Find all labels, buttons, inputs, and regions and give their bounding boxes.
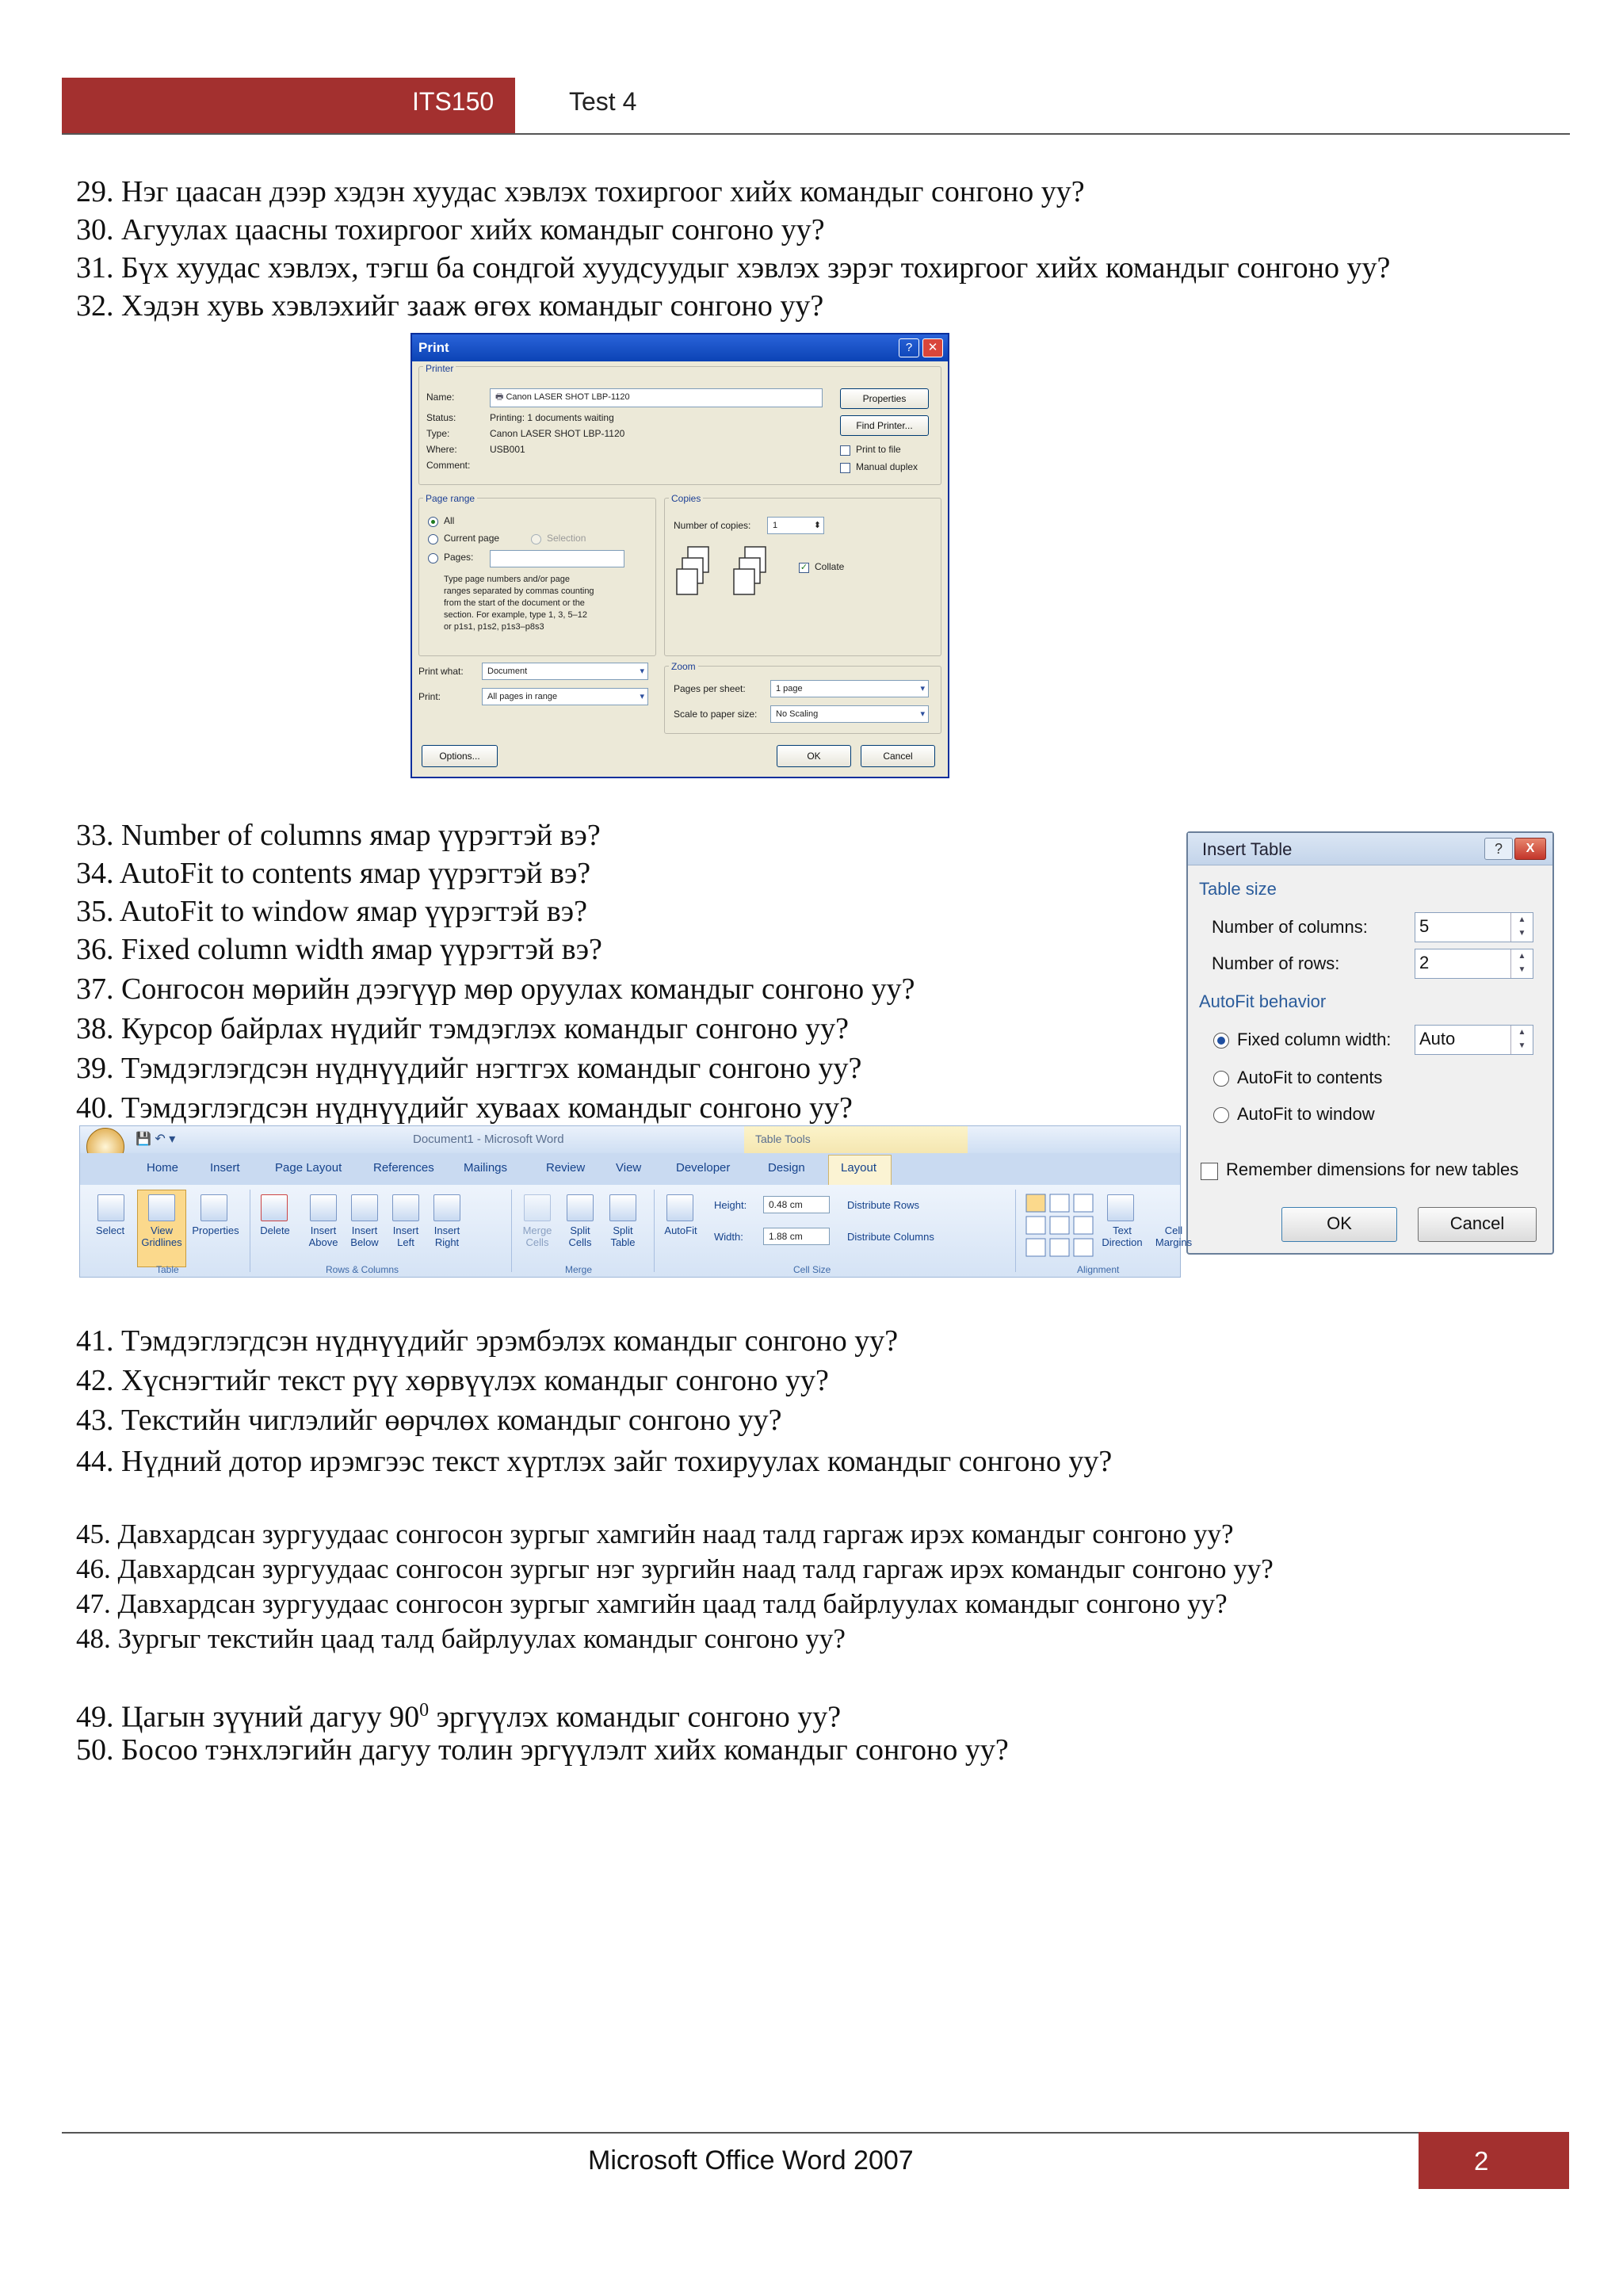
fixed-width-radio[interactable] [1213, 1033, 1229, 1049]
pages-input[interactable] [490, 550, 624, 567]
distribute-columns-command[interactable]: Distribute Columns [847, 1231, 934, 1243]
print-dialog [411, 333, 949, 778]
footer-text: Microsoft Office Word 2007 [588, 2145, 914, 2176]
scale-label: Scale to paper size: [674, 709, 758, 720]
header-course-code: ITS150 [412, 87, 495, 116]
word-ribbon [79, 1125, 1193, 1278]
ribbon-separator [1015, 1190, 1016, 1272]
select-icon [97, 1194, 124, 1221]
group-cell-size-label: Cell Size [793, 1264, 831, 1275]
zoom-group [664, 666, 941, 734]
properties-icon [200, 1194, 227, 1221]
insert-left-icon [392, 1194, 419, 1221]
print-to-file-label: Print to file [856, 444, 901, 455]
collate-pages-icon [672, 542, 783, 613]
selection-radio[interactable] [531, 534, 541, 544]
ribbon-separator [511, 1190, 512, 1272]
num-columns-label: Number of columns: [1212, 917, 1368, 937]
print-what-select[interactable]: Document ▾ [482, 663, 648, 680]
group-alignment-label: Alignment [1077, 1264, 1120, 1275]
question-36: 36. Fixed column width ямар үүрэгтэй вэ? [76, 933, 602, 966]
tab-review[interactable]: Review [546, 1161, 586, 1175]
help-icon[interactable]: ? [1484, 838, 1513, 860]
status-value: Printing: 1 documents waiting [490, 412, 614, 423]
tab-design[interactable]: Design [768, 1161, 805, 1175]
split-table-icon [609, 1194, 636, 1221]
question-43: 43. Текстийн чиглэлийг өөрчлөх командыг сонгоно уу? [76, 1404, 782, 1437]
question-41: 41. Тэмдэглэгдсэн нүднүүдийг эрэмбэлэх командыг сонгоно уу? [76, 1324, 899, 1358]
autofit-contents-radio[interactable] [1213, 1071, 1229, 1087]
comment-label: Comment: [426, 460, 471, 471]
question-40: 40. Тэмдэглэгдсэн нүднүүдийг хуваах командыг сонгоно уу? [76, 1091, 853, 1125]
tab-developer[interactable]: Developer [676, 1161, 731, 1175]
question-31: 31. Бүх хуудас хэвлэх, тэгш ба сондгой хуудсуудыг хэвлэх зэрэг тохиргоог хийх командыг сонгоно уу? [76, 251, 1391, 285]
merge-cells-command[interactable]: Merge Cells [522, 1224, 552, 1248]
footer-red-band [1419, 2132, 1569, 2189]
question-50: 50. Босоо тэнхлэгийн дагуу толин эргүүлэлт хийх командыг сонгоно уу? [76, 1733, 1009, 1767]
tab-insert[interactable]: Insert [210, 1161, 240, 1175]
insert-right-icon [433, 1194, 460, 1221]
group-merge-label: Merge [565, 1264, 593, 1275]
header-rule [62, 133, 1570, 135]
autofit-contents-label: AutoFit to contents [1237, 1068, 1383, 1087]
header-test-name: Test 4 [569, 87, 637, 116]
printer-name-select[interactable]: 🖶 Canon LASER SHOT LBP-1120 [490, 388, 823, 407]
table-tools-label: Table Tools [755, 1133, 811, 1145]
pages-per-sheet-select[interactable]: 1 page ▾ [770, 680, 929, 697]
insert-above-command[interactable]: Insert Above [308, 1224, 338, 1248]
find-printer-button[interactable]: Find Printer... [840, 415, 929, 436]
question-47: 47. Давхардсан зургуудаас сонгосон зургыг хамгийн цаад талд байрлуулах командыг сонгоно уу? [76, 1588, 1228, 1619]
question-49: 49. Цагын зүүний дагуу $90^0$ эргүүлэх командыг сонгоно уу? [76, 1700, 842, 1734]
print-dialog-title: Print [412, 334, 948, 361]
delete-icon [261, 1194, 288, 1221]
num-columns-input[interactable]: 5 ▲ ▼ [1415, 912, 1533, 942]
pages-label: Pages: [444, 552, 474, 563]
view-gridlines-command[interactable]: View Gridlines [141, 1224, 182, 1248]
number-of-copies-label: Number of copies: [674, 520, 751, 531]
pages-per-sheet-label: Pages per sheet: [674, 683, 746, 694]
table-size-heading: Table size [1199, 879, 1277, 899]
all-label: All [444, 515, 455, 526]
width-input[interactable]: 1.88 cm [763, 1228, 830, 1245]
autofit-window-radio[interactable] [1213, 1107, 1229, 1123]
merge-cells-icon [524, 1194, 551, 1221]
select-command[interactable]: Select [95, 1224, 125, 1236]
question-30: 30. Агуулах цаасны тохиргоог хийх командыг сонгоно уу? [76, 213, 825, 246]
footer-rule [62, 2132, 1419, 2134]
tab-references[interactable]: References [373, 1161, 434, 1175]
question-38: 38. Курсор байрлах нүдийг тэмдэглэх командыг сонгоно уу? [76, 1012, 850, 1045]
where-value: USB001 [490, 444, 525, 455]
autofit-behavior-heading: AutoFit behavior [1199, 991, 1327, 1011]
fixed-width-input[interactable]: Auto ▲ ▼ [1415, 1025, 1533, 1055]
insert-table-dialog [1186, 831, 1554, 1255]
tab-home[interactable]: Home [147, 1161, 179, 1175]
manual-duplex-label: Manual duplex [856, 461, 918, 472]
page-range-label: Page range [423, 493, 477, 504]
manual-duplex-checkbox[interactable] [840, 463, 850, 473]
where-label: Where: [426, 444, 457, 455]
fixed-width-label: Fixed column width: [1237, 1030, 1392, 1049]
scale-select[interactable]: No Scaling ▾ [770, 705, 929, 723]
question-33: 33. Number of columns ямар үүрэгтэй вэ? [76, 819, 601, 852]
question-32: 32. Хэдэн хувь хэвлэхийг зааж өгөх командыг сонгоно уу? [76, 289, 824, 323]
tab-view[interactable]: View [616, 1161, 642, 1175]
num-rows-label: Number of rows: [1212, 953, 1340, 973]
gridlines-icon [148, 1194, 175, 1221]
autofit-window-label: AutoFit to window [1237, 1104, 1375, 1124]
insert-above-icon [310, 1194, 337, 1221]
height-label: Height: [714, 1199, 747, 1211]
tab-mailings[interactable]: Mailings [464, 1161, 508, 1175]
status-label: Status: [426, 412, 456, 423]
current-page-radio[interactable] [428, 534, 438, 544]
current-page-label: Current page [444, 533, 500, 544]
cancel-button[interactable]: Cancel [861, 745, 935, 767]
options-button[interactable]: Options... [422, 745, 498, 767]
question-39: 39. Тэмдэглэгдсэн нүднүүдийг нэгтгэх командыг сонгоно уу? [76, 1052, 862, 1085]
insert-table-title: Insert Table [1202, 839, 1293, 859]
ribbon-titlebar [80, 1126, 1180, 1153]
question-37: 37. Сонгосон мөрийн дээгүүр мөр оруулах командыг сонгоно уу? [76, 972, 915, 1006]
insert-below-icon [351, 1194, 378, 1221]
question-44: 44. Нүдний дотор ирэмгээс текст хүртлэх зайг тохируулах командыг сонгоно уу? [76, 1445, 1113, 1478]
window-title: Document1 - Microsoft Word [413, 1133, 564, 1146]
split-cells-command[interactable]: Split Cells [568, 1224, 592, 1248]
question-48: 48. Зургыг текстийн цаад талд байрлуулах командыг сонгоно уу? [76, 1623, 846, 1654]
height-input[interactable]: 0.48 cm [763, 1196, 830, 1213]
text-direction-icon [1107, 1194, 1134, 1221]
zoom-label: Zoom [669, 661, 698, 672]
name-label: Name: [426, 392, 455, 403]
number-of-copies-input[interactable]: 1 ⬍ [767, 517, 824, 534]
print-select[interactable]: All pages in range ▾ [482, 688, 648, 705]
group-table-label: Table [156, 1264, 179, 1275]
collate-checkbox[interactable]: ✓ [800, 563, 808, 572]
close-icon[interactable]: X [1514, 838, 1546, 860]
autofit-command[interactable]: AutoFit [664, 1224, 697, 1236]
width-label: Width: [714, 1231, 743, 1243]
question-42: 42. Хүснэгтийг текст рүү хөрвүүлэх командыг сонгоно уу? [76, 1364, 829, 1397]
ok-button[interactable]: OK [777, 745, 851, 767]
split-cells-icon [567, 1194, 594, 1221]
help-icon[interactable]: ? [899, 338, 919, 357]
question-35: 35. AutoFit to window ямар үүрэгтэй вэ? [76, 895, 587, 928]
num-rows-input[interactable]: 2 ▲ ▼ [1415, 949, 1533, 979]
copies-label: Copies [669, 493, 703, 504]
all-radio[interactable] [428, 517, 438, 527]
autofit-icon [666, 1194, 693, 1221]
question-29: 29. Нэг цаасан дээр хэдэн хуудас хэвлэх тохиргоог хийх командыг сонгоно уу? [76, 175, 1085, 208]
group-rows-columns-label: Rows & Columns [326, 1264, 399, 1275]
insert-right-command[interactable]: Insert Right [433, 1224, 460, 1248]
properties-command[interactable]: Properties [192, 1224, 239, 1236]
pages-help-text: Type page numbers and/or page ranges separated by commas counting from the start of the document or the section. For example, type 1, 3, 5–12 or p1s1, p1s2, p1s3–p8s3 [444, 575, 594, 632]
split-table-command[interactable]: Split Table [610, 1224, 636, 1248]
selection-label: Selection [547, 533, 586, 544]
collate-label: Collate [815, 561, 845, 572]
type-value: Canon LASER SHOT LBP-1120 [490, 428, 625, 439]
print-what-label: Print what: [418, 666, 464, 677]
cell-margins-command[interactable]: Cell Margins [1155, 1224, 1193, 1248]
question-45: 45. Давхардсан зургуудаас сонгосон зургыг хамгийн наад талд гаргаж ирэх командыг сонгоно уу? [76, 1519, 1234, 1549]
alignment-grid-icon[interactable] [1025, 1193, 1096, 1259]
remember-label: Remember dimensions for new tables [1226, 1159, 1519, 1179]
quick-access-toolbar[interactable]: 💾 ↶ ▾ [136, 1133, 176, 1146]
question-34: 34. AutoFit to contents ямар үүрэгтэй вэ? [76, 857, 591, 890]
page-number: 2 [1474, 2146, 1489, 2176]
tab-layout[interactable]: Layout [841, 1161, 877, 1175]
print-to-file-checkbox[interactable] [840, 445, 850, 456]
pages-radio[interactable] [428, 553, 438, 563]
insert-left-command[interactable]: Insert Left [392, 1224, 419, 1248]
distribute-rows-command[interactable]: Distribute Rows [847, 1199, 920, 1211]
printer-group-label: Printer [423, 363, 456, 374]
cancel-button[interactable]: Cancel [1418, 1207, 1537, 1242]
type-label: Type: [426, 428, 450, 439]
insert-below-command[interactable]: Insert Below [350, 1224, 379, 1248]
close-icon[interactable]: ✕ [922, 338, 943, 357]
print-label: Print: [418, 691, 441, 702]
remember-checkbox[interactable] [1201, 1163, 1218, 1180]
text-direction-command[interactable]: Text Direction [1102, 1224, 1143, 1248]
properties-button[interactable]: Properties [840, 388, 929, 409]
ribbon-separator [654, 1190, 655, 1272]
question-46: 46. Давхардсан зургуудаас сонгосон зургыг нэг зургийн наад талд гаргаж ирэх командыг сонгоно уу? [76, 1553, 1274, 1584]
ok-button[interactable]: OK [1281, 1207, 1397, 1242]
delete-command[interactable]: Delete [260, 1224, 290, 1236]
tab-page-layout[interactable]: Page Layout [275, 1161, 342, 1175]
